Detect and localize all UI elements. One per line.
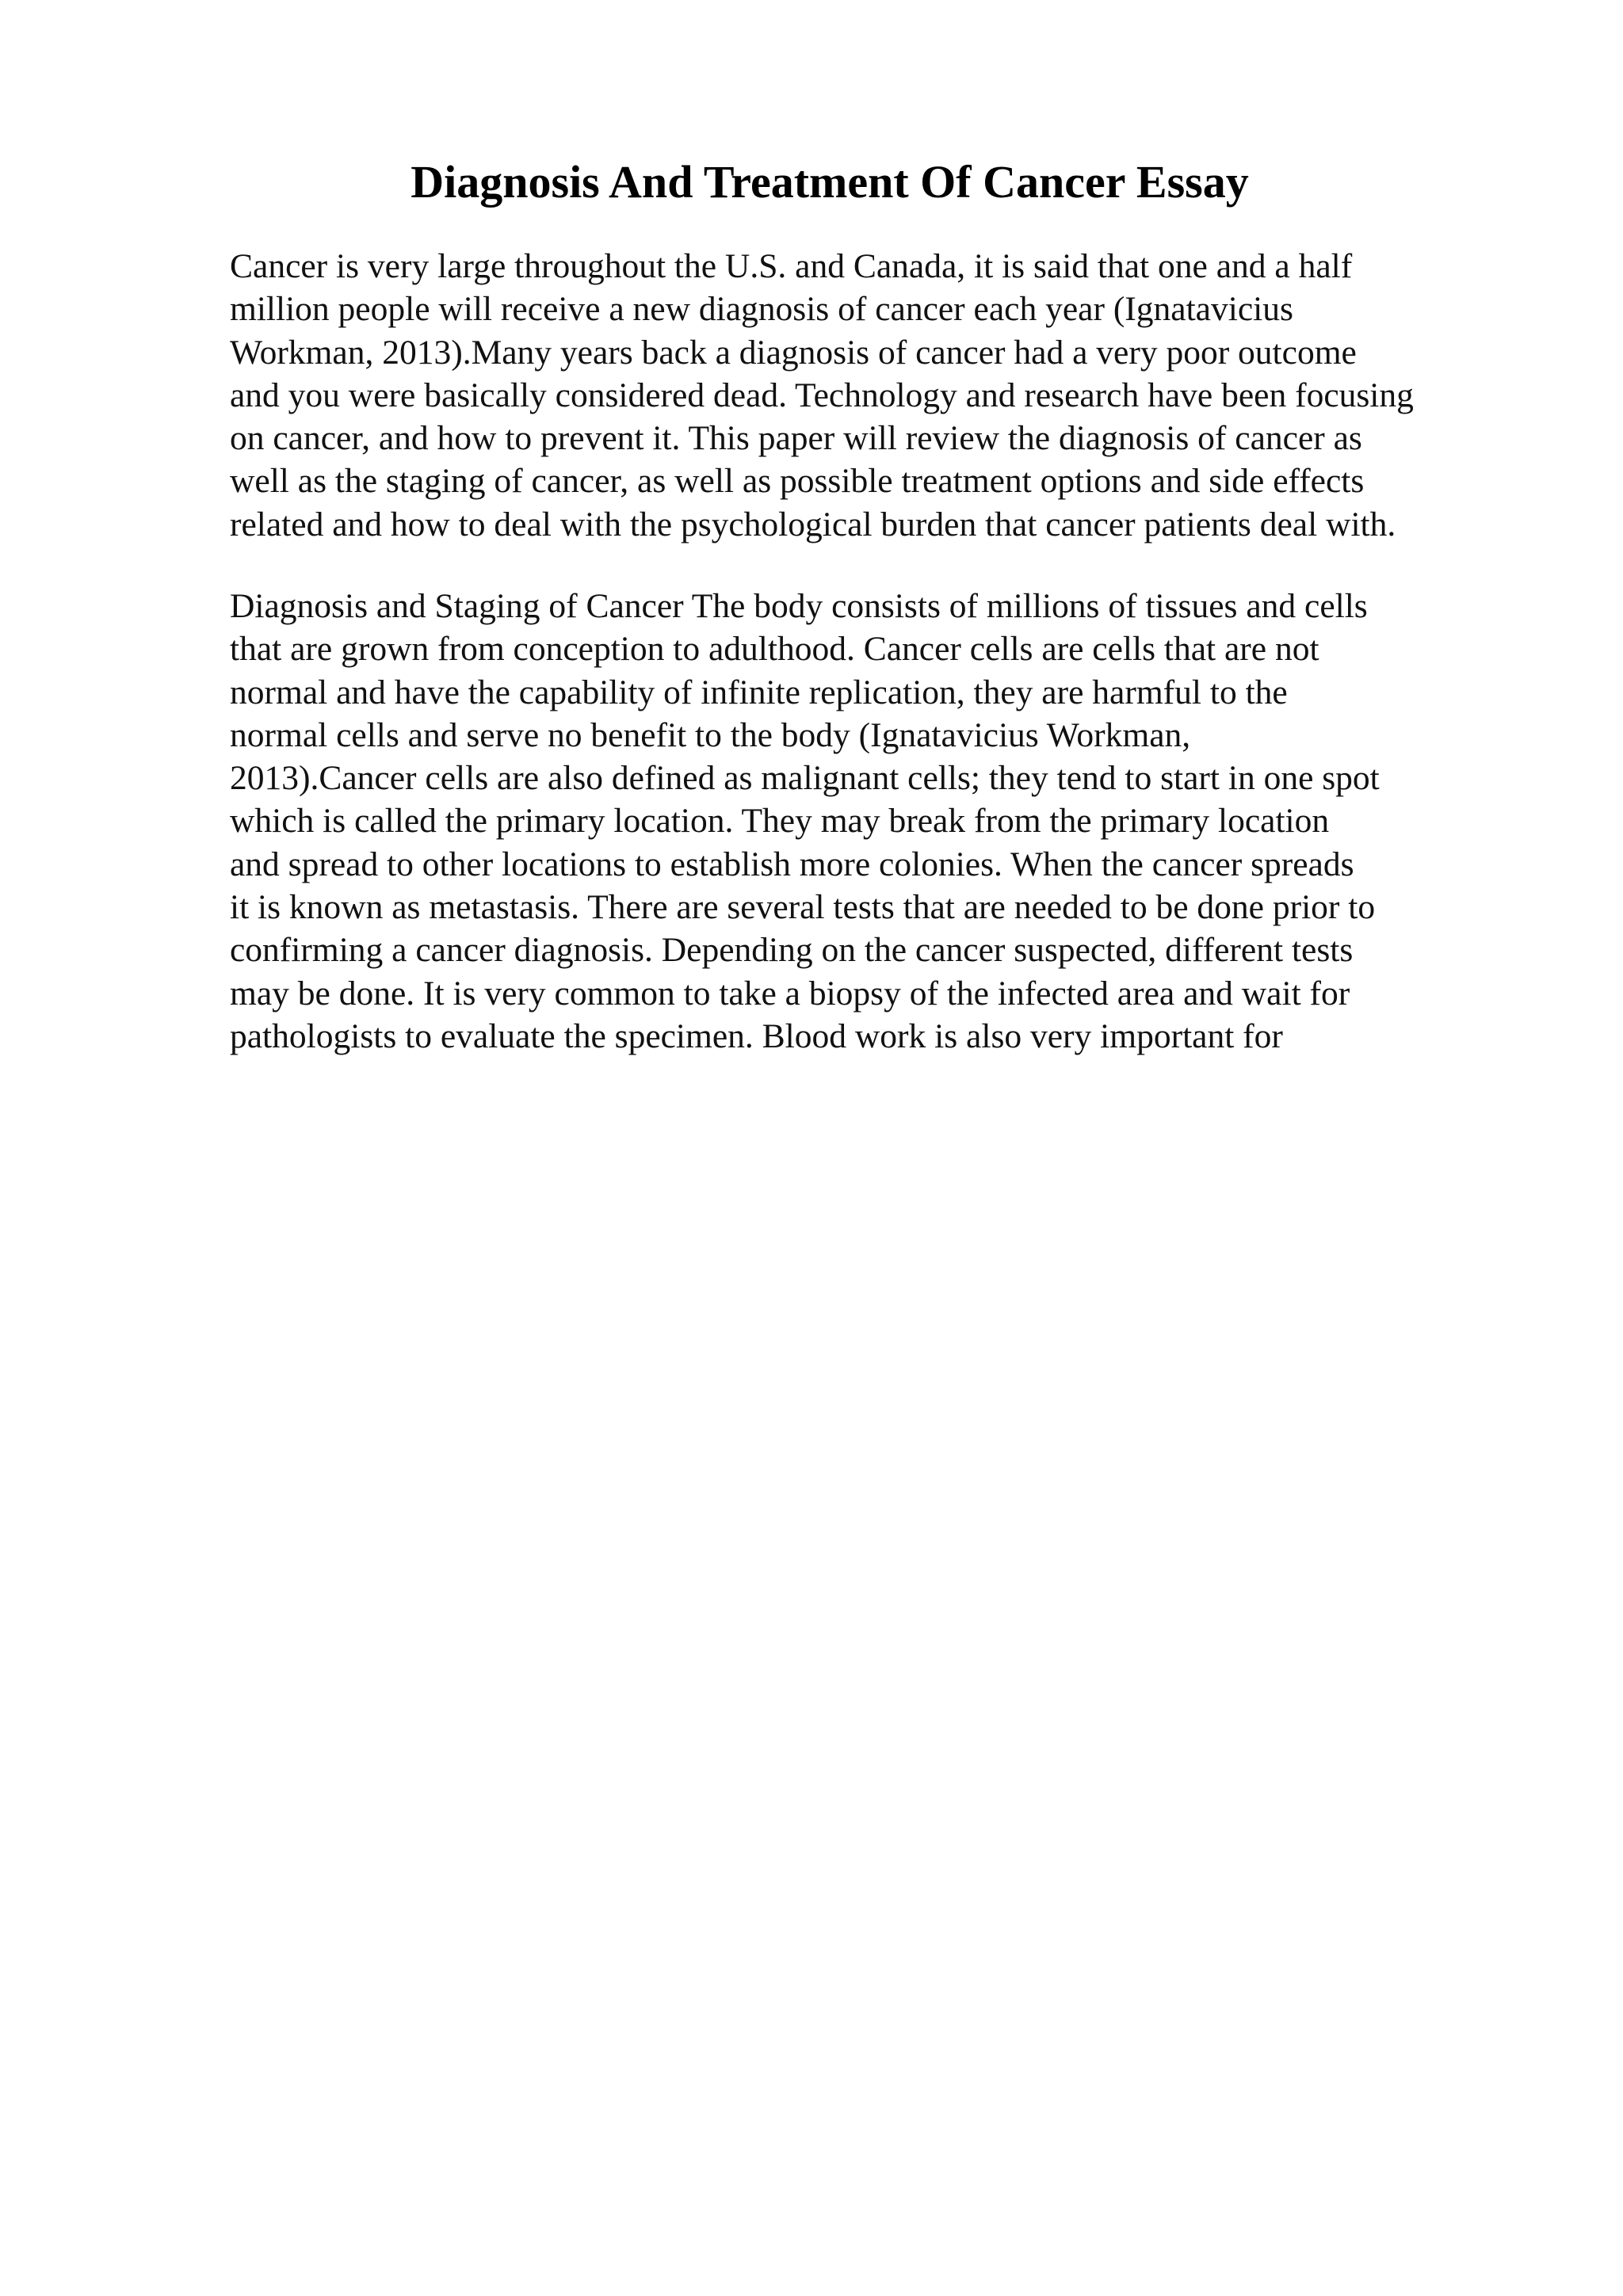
paragraph-introduction [230,245,1414,546]
text-line: Cancer is very large throughout the U.S. and Canada, it is said that one and a half [230,247,1353,285]
paragraph-diagnosis-staging [230,585,1380,1058]
text-line: normal cells and serve no benefit to the body (Ignatavicius Workman, [230,715,1191,754]
text-line: well as the staging of cancer, as well as possible treatment options and side effects [230,462,1365,501]
text-line: which is called the primary location. They may break from the primary location [230,802,1330,841]
text-line: million people will receive a new diagnosis of cancer each year (Ignatavicius [230,290,1293,329]
text-line: on cancer, and how to prevent it. This paper will review the diagnosis of cancer as [230,419,1362,458]
text-line: normal and have the capability of infinite replication, they are harmful to the [230,673,1288,711]
text-line: and spread to other locations to establish more colonies. When the cancer spreads [230,845,1354,883]
text-line: pathologists to evaluate the specimen. Blood work is also very important for [230,1016,1283,1055]
text-line: confirming a cancer diagnosis. Depending on the cancer suspected, different tests [230,931,1354,970]
text-line: it is known as metastasis. There are several tests that are needed to be done prior to [230,888,1376,927]
text-line: and you were basically considered dead. Technology and research have been focusing [230,376,1414,414]
text-line: may be done. It is very common to take a biopsy of the infected area and wait for [230,974,1350,1013]
text-line: related and how to deal with the psychological burden that cancer patients deal with. [230,505,1396,543]
document-title: Diagnosis And Treatment Of Cancer Essay [411,156,1249,208]
text-line: Workman, 2013).Many years back a diagnosis of cancer had a very poor outcome [230,333,1357,372]
text-line: 2013).Cancer cells are also defined as malignant cells; they tend to start in one spot [230,759,1380,798]
text-line: that are grown from conception to adulthood. Cancer cells are cells that are not [230,630,1319,669]
text-line: Diagnosis and Staging of Cancer The body consists of millions of tissues and cells [230,587,1368,625]
